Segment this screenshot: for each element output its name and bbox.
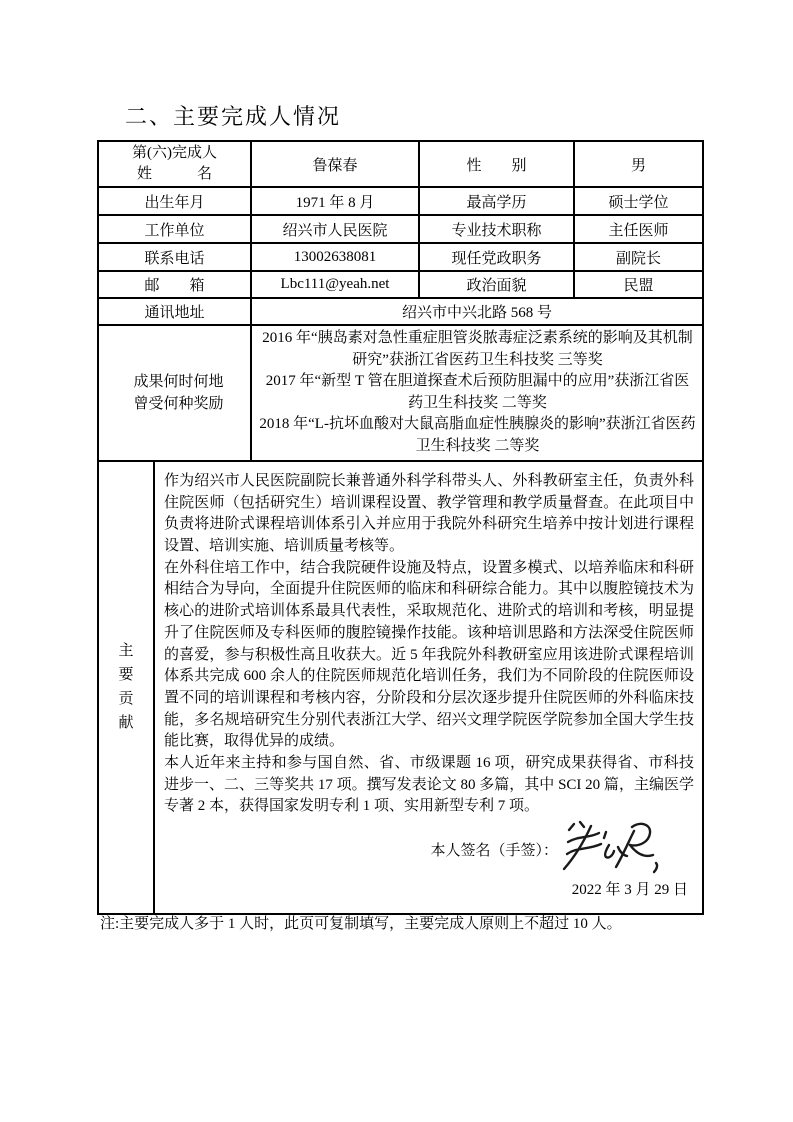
field-label-awards: 成果何时何地 曾受何种奖励	[98, 325, 251, 461]
contribution-paragraph: 在外科住培工作中，结合我院硬件设施及特点，设置多模式、以培养临床和科研相结合为导向，全面提升住院医师的临床和科研综合能力。其中以腹腔镜技术为核心的进阶式培训体系最具代表性，采取规范化、进阶式的培训和考核，明显提升了住院医师及专科医师的腹腔镜操作技能。该种培训思路和方法深受住院医师的喜爱，参与积极性高且收获大。近 5 年我院外科教研室应用该进阶式课程培训体系共完成 600 余人的住院医师规范化培训任务，我们为不同阶段的住院医师设置不同的培训课程和考核内容，分阶段和分层次逐步提升住院医师的外科临床技能，多名规培研究生分别代表浙江大学、绍兴文理学院医学院参加全国大学生技能比赛，取得优异的成绩。	[164, 559, 694, 750]
table-row	[98, 271, 703, 298]
field-value-gender: 男	[574, 141, 703, 187]
award-line: 2018 年“L-抗坏血酸对大鼠高脂血症性胰腺炎的影响”获浙江省医药卫生科技奖 二等奖	[259, 416, 696, 454]
field-label-title: 专业技术职称	[419, 215, 574, 243]
field-label-phone: 联系电话	[98, 243, 251, 271]
field-value-awards	[251, 325, 703, 461]
table-row-contribution	[98, 461, 703, 914]
field-label-contribution: 主要贡献	[98, 461, 154, 914]
table-row	[98, 141, 703, 187]
completer-info-table	[97, 140, 704, 915]
field-value-address: 绍兴市中兴北路 568 号	[251, 298, 703, 325]
field-value-politics: 民盟	[574, 271, 703, 298]
signature-row	[164, 818, 660, 880]
field-label-politics: 政治面貌	[419, 271, 574, 298]
award-line: 2017 年“新型 T 管在胆道探查术后预防胆漏中的应用”获浙江省医药卫生科技奖 二等奖	[265, 373, 690, 411]
field-value-title: 主任医师	[574, 215, 703, 243]
field-label-name: 第(六)完成人 姓 名	[98, 141, 251, 187]
footnote: 注:主要完成人多于 1 人时，此页可复制填写，主要完成人原则上不超过 10 人。	[100, 916, 622, 932]
table-row	[98, 187, 703, 215]
field-label-birth: 出生年月	[98, 187, 251, 215]
handwritten-signature	[560, 817, 660, 875]
table-row	[98, 243, 703, 271]
field-value-education: 硕士学位	[574, 187, 703, 215]
field-label-gender: 性 别	[419, 141, 574, 187]
table-row	[98, 215, 703, 243]
section-title: 二、主要完成人情况	[125, 104, 342, 129]
field-label-position: 现任党政职务	[419, 243, 574, 271]
field-label-education: 最高学历	[419, 187, 574, 215]
field-label-address: 通讯地址	[98, 298, 251, 325]
award-line: 2016 年“胰岛素对急性重症胆管炎脓毒症泛素系统的影响及其机制研究”获浙江省医药卫生科技奖 三等奖	[262, 330, 693, 368]
field-value-contribution	[154, 461, 703, 914]
field-value-position: 副院长	[574, 243, 703, 271]
field-label-employer: 工作单位	[98, 215, 251, 243]
field-value-name: 鲁葆春	[251, 141, 419, 187]
field-value-employer: 绍兴市人民医院	[251, 215, 419, 243]
table-row-awards	[98, 325, 703, 461]
contribution-paragraph: 本人近年来主持和参与国自然、省、市级课题 16 项，研究成果获得省、市科技进步一、二、三等奖共 17 项。撰写发表论文 80 多篇，其中 SCI 20 篇，主编医学专著 2 本，获得国家发明专利 1 项、实用新型专利 7 项。	[164, 755, 694, 815]
signature-label: 本人签名（手签）：	[430, 842, 558, 859]
field-value-birth: 1971 年 8 月	[251, 187, 419, 215]
field-label-email: 邮 箱	[98, 271, 251, 298]
table-row	[98, 298, 703, 325]
field-value-phone: 13002638081	[251, 243, 419, 271]
contribution-paragraph: 作为绍兴市人民医院副院长兼普通外科学科带头人、外科教研室主任，负责外科住院医师（包括研究生）培训课程设置、教学管理和教学质量督查。在此项目中负责将进阶式课程培训体系引入并应用于我院外科研究生培养中按计划进行课程设置、培训实施、培训质量考核等。	[164, 472, 694, 555]
signature-date: 2022 年 3 月 29 日	[571, 882, 688, 899]
field-value-email: Lbc111@yeah.net	[251, 271, 419, 298]
